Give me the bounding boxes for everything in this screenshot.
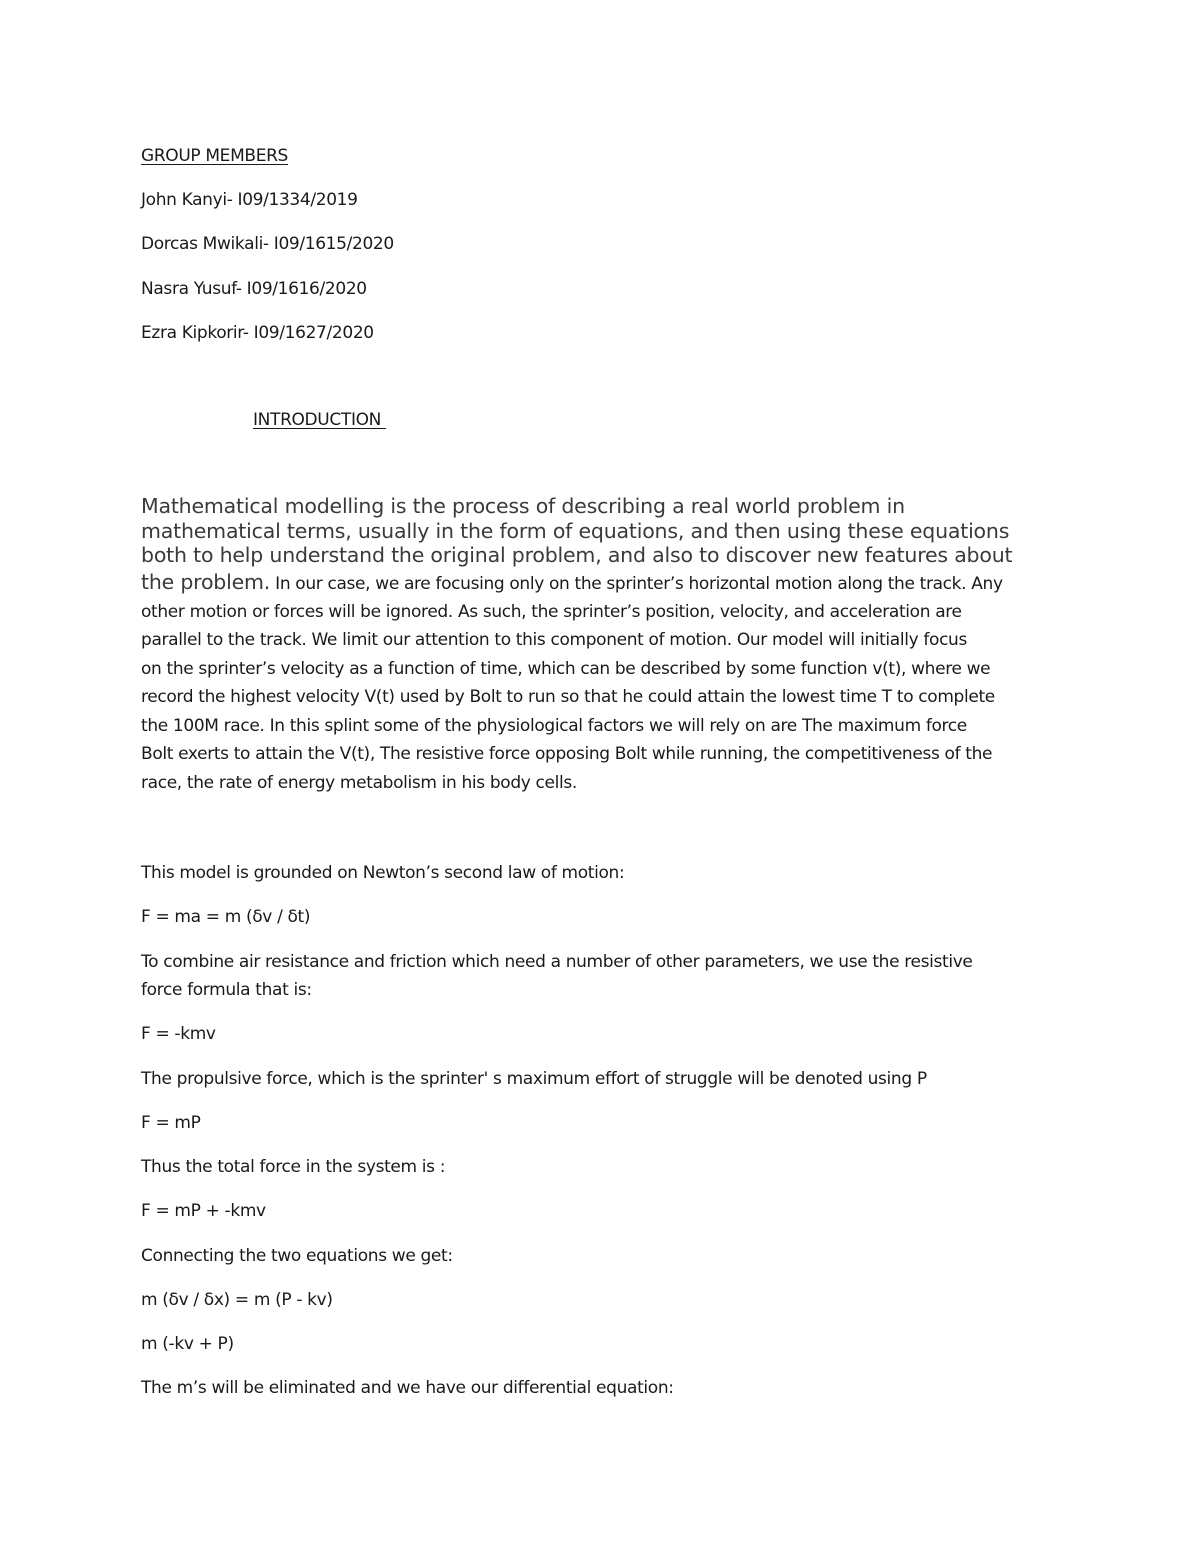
member-nasra-yusuf: Nasra Yusuf- I09/1616/2020	[141, 279, 367, 299]
introduction-heading: INTRODUCTION	[253, 410, 387, 430]
introduction-paragraph	[141, 494, 1071, 797]
intro-line-8: record the highest velocity V(t) used by Bolt to run so that he could attain the lowest time T to complete	[141, 687, 995, 707]
newton-law-intro: This model is grounded on Newton’s second law of motion:	[141, 863, 625, 883]
total-force-intro: Thus the total force in the system is :	[141, 1157, 446, 1177]
intro-line-9: the 100M race. In this splint some of the physiological factors we will rely on are The maximum force	[141, 715, 967, 736]
resistive-text-line-1: To combine air resistance and friction which need a number of other parameters, we use the resistive	[141, 952, 973, 972]
intro-line-4-small: In our case, we are focusing only on the sprinter’s horizontal motion along the track. Any	[270, 573, 1003, 594]
differential-equation-intro: The m’s will be eliminated and we have our differential equation:	[141, 1378, 674, 1398]
member-ezra-kipkorir: Ezra Kipkorir- I09/1627/2020	[141, 323, 374, 343]
equation-total-force: F = mP + -kmv	[141, 1201, 266, 1221]
intro-line-2: mathematical terms, usually in the form of equations, and then using these equations	[141, 518, 1010, 543]
equation-propulsive: F = mP	[141, 1113, 201, 1133]
intro-line-3: both to help understand the original problem, and also to discover new features about	[141, 543, 1013, 567]
intro-line-11: race, the rate of energy metabolism in his body cells.	[141, 772, 577, 793]
member-john-kanyi: John Kanyi- I09/1334/2019	[141, 190, 358, 210]
intro-line-6: parallel to the track. We limit our attention to this component of motion. Our model will initially focus	[141, 630, 967, 650]
propulsive-force-text: The propulsive force, which is the sprinter' s maximum effort of struggle will be denoted using P	[141, 1069, 927, 1089]
connecting-equations-text: Connecting the two equations we get:	[141, 1246, 453, 1266]
intro-line-7: on the sprinter’s velocity as a function of time, which can be described by some function v(t), where we	[141, 658, 991, 679]
resistive-text-line-2: force formula that is:	[141, 980, 312, 1000]
intro-line-4	[141, 568, 1071, 598]
intro-line-4-large: the problem.	[141, 569, 271, 594]
group-members-heading: GROUP MEMBERS	[141, 146, 288, 166]
equation-simplified: m (-kv + P)	[141, 1334, 234, 1354]
intro-line-5: other motion or forces will be ignored. As such, the sprinter’s position, velocity, and acceleration are	[141, 601, 962, 622]
member-dorcas-mwikali: Dorcas Mwikali- I09/1615/2020	[141, 234, 394, 254]
equation-connected: m (δv / δx) = m (P - kv)	[141, 1290, 333, 1310]
equation-resistive: F = -kmv	[141, 1024, 216, 1044]
intro-line-1: Mathematical modelling is the process of describing a real world problem in	[141, 494, 905, 518]
equation-newton: F = ma = m (δv / δt)	[141, 907, 311, 927]
intro-line-10: Bolt exerts to attain the V(t), The resistive force opposing Bolt while running, the competitiveness of the	[141, 744, 993, 764]
